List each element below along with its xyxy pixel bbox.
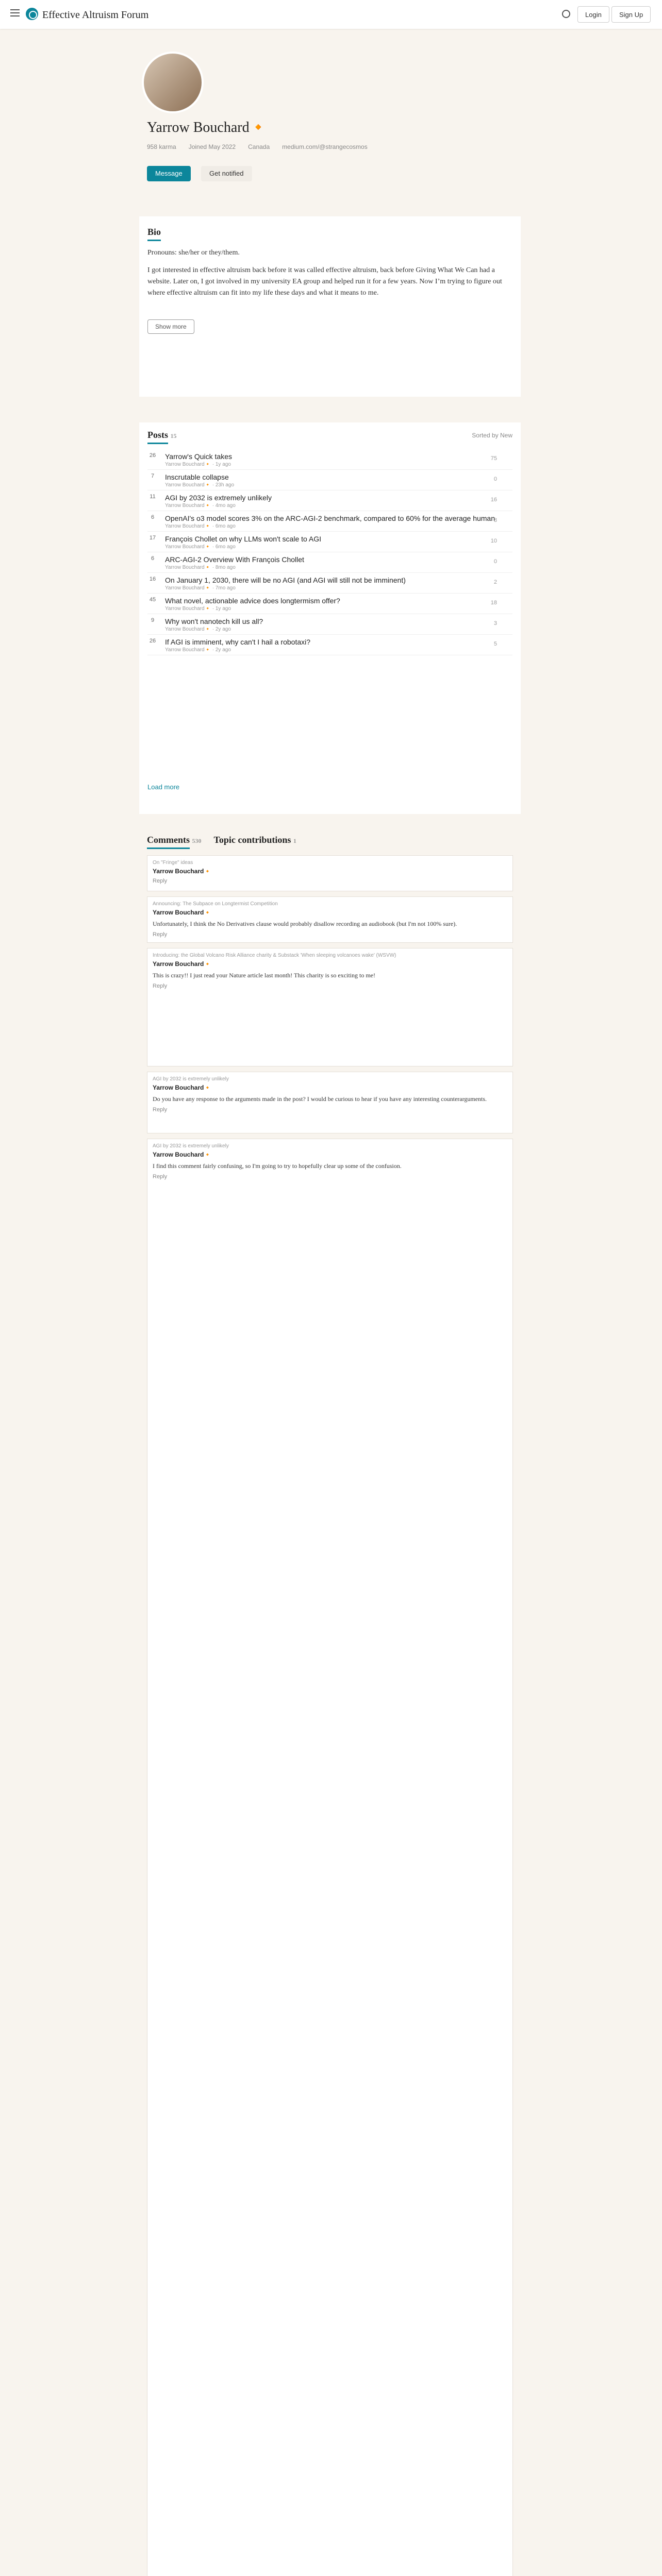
post-title[interactable]: François Chollet on why LLMs won't scale to AGI	[165, 535, 322, 543]
post-meta: Yarrow Bouchard🔸 · 4mo ago	[165, 503, 236, 509]
post-title[interactable]: Inscrutable collapse	[165, 473, 229, 481]
comment-author[interactable]: Yarrow Bouchard🔸	[153, 960, 212, 968]
post-comment-count[interactable]: 8	[493, 517, 497, 523]
post-meta: Yarrow Bouchard🔸 · 6mo ago	[165, 523, 236, 529]
comment-author[interactable]: Yarrow Bouchard🔸	[153, 1084, 212, 1091]
message-button[interactable]: Message	[147, 166, 191, 181]
search-icon[interactable]	[562, 10, 570, 18]
menu-icon[interactable]	[10, 9, 20, 16]
top-header	[0, 0, 662, 29]
post-score: 9	[151, 617, 155, 623]
profile-name: Yarrow Bouchard🔸	[147, 120, 268, 135]
comment-context[interactable]: AGI by 2032 is extremely unlikely	[153, 1076, 229, 1082]
comment-card	[147, 948, 513, 1066]
site-title[interactable]: Effective Altruism Forum	[42, 9, 149, 21]
post-score: 16	[149, 576, 156, 582]
comment-text: Unfortunately, I think the No Derivatives clause would probably disallow recording an audiobook (but I'm not 100% sure).	[153, 920, 457, 927]
comment-author[interactable]: Yarrow Bouchard🔸	[153, 1151, 212, 1158]
post-row[interactable]	[147, 574, 512, 594]
comment-card	[147, 896, 513, 943]
post-score: 6	[151, 514, 155, 520]
post-meta: Yarrow Bouchard🔸 · 8mo ago	[165, 565, 236, 570]
post-score: 45	[149, 597, 156, 603]
comment-text: Do you have any response to the arguments made in the post? I would be curious to hear if you have any interesting counterarguments.	[153, 1095, 487, 1103]
bio-heading: Bio	[147, 227, 512, 241]
reply-button[interactable]: Reply	[153, 1107, 168, 1113]
post-title[interactable]: What novel, actionable advice does longtermism offer?	[165, 597, 340, 605]
post-score: 26	[149, 638, 156, 644]
tab-topic-contributions[interactable]: Topic contributions 1	[213, 835, 296, 845]
tab-comments[interactable]: Comments 530	[147, 835, 202, 849]
post-title[interactable]: AGI by 2032 is extremely unlikely	[165, 494, 272, 502]
joined-date: Joined May 2022	[188, 143, 236, 150]
post-title[interactable]: On January 1, 2030, there will be no AGI (and AGI will still not be imminent)	[165, 576, 406, 584]
post-row[interactable]	[147, 615, 512, 635]
post-meta: Yarrow Bouchard🔸 · 6mo ago	[165, 544, 236, 550]
post-meta: Yarrow Bouchard🔸 · 1y ago	[165, 606, 231, 612]
post-row[interactable]	[147, 471, 512, 490]
posts-section	[139, 422, 521, 814]
get-notified-button[interactable]: Get notified	[201, 166, 252, 181]
post-title[interactable]: ARC-AGI-2 Overview With François Chollet	[165, 555, 304, 564]
post-row[interactable]	[147, 492, 512, 511]
website-link[interactable]: medium.com/@strangecosmos	[282, 143, 368, 150]
post-row[interactable]	[147, 595, 512, 614]
signup-button[interactable]: Sign Up	[611, 6, 651, 23]
post-score: 26	[149, 452, 156, 459]
bio-text: I got interested in effective altruism back before it was called effective altruism, back before Giving What We Can had a website. Later on, I got involved in my university EA group and helped run it for a few years. Now I’m trying to figure out where effective altruism can fit into my life these days and what it means to me.	[147, 266, 502, 297]
reply-button[interactable]: Reply	[153, 1174, 168, 1180]
post-score: 11	[150, 494, 156, 500]
post-row[interactable]	[147, 553, 512, 573]
post-comment-count[interactable]: 5	[493, 641, 497, 647]
post-score: 7	[151, 473, 155, 479]
comment-context[interactable]: Introducing: the Global Volcano Risk Alliance charity & Substack 'When sleeping volcanoes wake' (WSVW)	[153, 953, 396, 958]
post-comment-count[interactable]: 0	[493, 558, 497, 565]
post-title[interactable]: If AGI is imminent, why can't I hail a robotaxi?	[165, 638, 311, 646]
bio-pronouns: Pronouns: she/her or they/them.	[147, 249, 240, 257]
post-meta: Yarrow Bouchard🔸 · 1y ago	[165, 462, 231, 467]
show-more-button[interactable]: Show more	[147, 319, 194, 334]
post-score: 6	[151, 555, 155, 562]
post-comment-count[interactable]: 10	[490, 538, 497, 544]
profile-meta	[147, 143, 368, 150]
post-row[interactable]	[147, 512, 512, 532]
post-meta: Yarrow Bouchard🔸 · 2y ago	[165, 626, 231, 632]
location: Canada	[248, 143, 270, 150]
post-score: 17	[149, 535, 156, 541]
comment-text: I find this comment fairly confusing, so I'm going to try to hopefully clear up some of the confusion.	[153, 1162, 402, 1170]
comment-author[interactable]: Yarrow Bouchard🔸	[153, 868, 212, 875]
comment-context[interactable]: Announcing: The Subpace on Longtermist Competition	[153, 901, 278, 907]
reply-button[interactable]: Reply	[153, 878, 168, 884]
post-meta: Yarrow Bouchard🔸 · 7mo ago	[165, 585, 236, 591]
sort-dropdown[interactable]: Sorted by New	[472, 432, 512, 439]
post-comment-count[interactable]: 75	[490, 455, 497, 462]
post-title[interactable]: OpenAI's o3 model scores 3% on the ARC-AGI-2 benchmark, compared to 60% for the average human	[165, 514, 495, 522]
post-comment-count[interactable]: 0	[493, 476, 497, 482]
post-title[interactable]: Yarrow's Quick takes	[165, 452, 233, 461]
bio-section	[139, 216, 521, 397]
posts-heading: Posts 15	[147, 430, 512, 444]
comment-context[interactable]: On "Fringe" ideas	[153, 860, 193, 866]
avatar	[142, 52, 204, 113]
comment-text: This is crazy!! I just read your Nature article last month! This charity is so exciting to me!	[153, 972, 375, 979]
post-comment-count[interactable]: 3	[493, 620, 497, 626]
comment-card	[147, 1139, 513, 2576]
post-row[interactable]	[147, 533, 512, 552]
post-comment-count[interactable]: 2	[493, 579, 497, 585]
comment-card	[147, 855, 513, 891]
load-more-button[interactable]: Load more	[147, 783, 180, 791]
post-title[interactable]: Why won't nanotech kill us all?	[165, 617, 263, 625]
reply-button[interactable]: Reply	[153, 931, 168, 938]
reply-button[interactable]: Reply	[153, 983, 168, 989]
login-button[interactable]: Login	[577, 6, 609, 23]
forum-logo-icon[interactable]	[26, 8, 38, 20]
comment-author[interactable]: Yarrow Bouchard🔸	[153, 909, 212, 916]
comment-card	[147, 1072, 513, 1133]
post-comment-count[interactable]: 18	[490, 600, 497, 606]
comment-context[interactable]: AGI by 2032 is extremely unlikely	[153, 1143, 229, 1149]
post-row[interactable]	[147, 636, 512, 655]
post-row[interactable]	[147, 450, 512, 470]
comments-tabs	[147, 835, 296, 849]
karma: 958 karma	[147, 143, 176, 150]
post-meta: Yarrow Bouchard🔸 · 23h ago	[165, 482, 235, 488]
post-meta: Yarrow Bouchard🔸 · 2y ago	[165, 647, 231, 653]
post-comment-count[interactable]: 16	[490, 497, 497, 503]
